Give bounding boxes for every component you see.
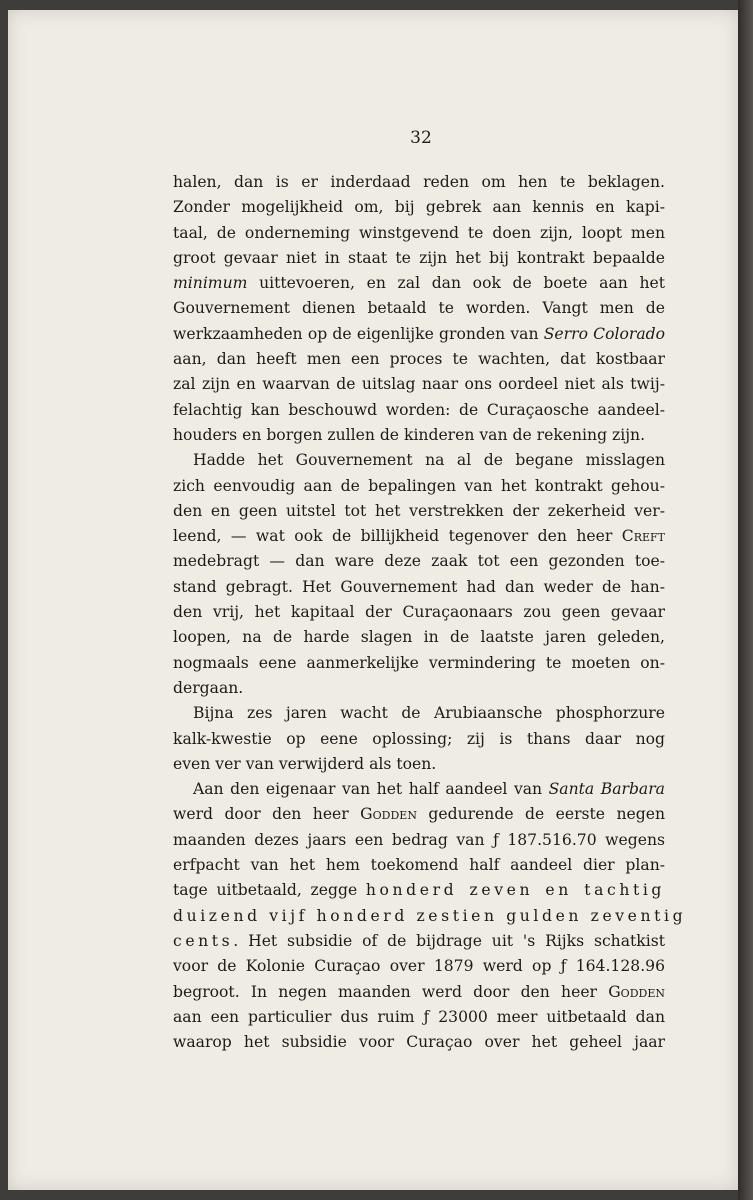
italic-term: minimum [173, 274, 248, 293]
text-line: houders en borgen zullen de kinderen van de rekening zijn. [173, 425, 646, 444]
text-run: leend, — wat ook de billijkheid tegenover den heer [173, 527, 622, 546]
text-line: erfpacht van het hem toekomend half aandeel dier plan- [173, 856, 665, 875]
text-line [173, 929, 665, 954]
text-line: stand gebragt. Het Gouvernement had dan weder de han- [173, 577, 665, 596]
text-line: maanden dezes jaars een bedrag van ƒ 187.516.70 wegens [173, 830, 665, 849]
text-run: uittevoeren, en zal dan ook de boete aan het [247, 274, 665, 293]
text-line: Hadde het Gouvernement na al de begane misslagen [193, 451, 665, 470]
text-line: even ver van verwijderd als toen. [173, 754, 437, 773]
text-line: den vrij, het kapitaal der Curaçaonaars zou geen gevaar [173, 603, 665, 622]
smallcaps-name: Godden [360, 805, 417, 824]
text-line: waarop het subsidie voor Curaçao over het geheel jaar [173, 1033, 665, 1052]
text-line [173, 878, 665, 903]
text-line: aan, dan heeft men een proces te wachten, dat kostbaar [173, 350, 665, 369]
spaced-amount: cents [173, 931, 234, 950]
text-run: tage uitbetaald, zegge [173, 881, 366, 900]
text-run: begroot. In negen maanden werd door den heer [173, 982, 609, 1001]
text-line: taal, de onderneming winstgevend te doen zijn, loopt men [173, 223, 665, 242]
text-line: Gouvernement dienen betaald te worden. Vangt men de [173, 299, 665, 318]
binding-edge [738, 0, 753, 1200]
page-number: 32 [410, 128, 432, 148]
italic-place-name: Serro Colorado [543, 324, 665, 343]
text-line: Zonder mogelijkheid om, bij gebrek aan kennis en kapi- [173, 198, 665, 217]
body-text [173, 170, 687, 1055]
book-page [8, 10, 738, 1190]
text-line: zich eenvoudig aan de bepalingen van het kontrakt gehou- [173, 476, 665, 495]
text-line [173, 524, 665, 549]
text-run: . Het subsidie of de bijdrage uit 's Rijks schatkist [233, 931, 665, 950]
text-run: Aan den eigenaar van het half aandeel van [193, 780, 549, 799]
text-line: nogmaals eene aanmerkelijke vermindering te moeten on- [173, 653, 665, 672]
text-line: dergaan. [173, 678, 244, 697]
text-run: werkzaamheden op de eigenlijke gronden van [173, 324, 544, 343]
text-line: medebragt — dan ware deze zaak tot een gezonden toe- [173, 552, 665, 571]
spaced-amount: honderd zeven en tachtig [365, 881, 665, 900]
smallcaps-name: Creft [621, 527, 665, 546]
smallcaps-name: Godden [608, 982, 665, 1001]
text-line: loopen, na de harde slagen in de laatste jaren geleden, [173, 628, 665, 647]
text-line: Bijna zes jaren wacht de Arubiaansche phosphorzure [193, 704, 665, 723]
text-line: halen, dan is er inderdaad reden om hen te beklagen. [173, 173, 665, 191]
text-line [173, 980, 665, 1005]
text-line: groot gevaar niet in staat te zijn het bij kontrakt bepaalde [173, 248, 665, 267]
text-line: den en geen uitstel tot het verstrekken der zekerheid ver- [173, 501, 665, 520]
text-line: duizend vijf honderd zestien gulden zeventig [173, 906, 687, 925]
text-line [173, 777, 665, 802]
text-line: aan een particulier dus ruim ƒ 23000 meer uitbetaald dan [173, 1007, 665, 1026]
text-line: felachtig kan beschouwd worden: de Curaçaosche aandeel- [173, 400, 665, 419]
text-line: voor de Kolonie Curaçao over 1879 werd op ƒ 164.128.96 [173, 957, 665, 976]
text-line: zal zijn en waarvan de uitslag naar ons oordeel niet als twij- [173, 375, 665, 394]
text-line [173, 802, 665, 827]
text-line [173, 322, 665, 347]
text-run: werd door den heer [173, 805, 361, 824]
text-line [173, 271, 665, 296]
text-line: kalk-kwestie op eene oplossing; zij is thans daar nog [173, 729, 665, 748]
italic-place-name: Santa Barbara [548, 780, 665, 799]
text-run: gedurende de eerste negen [416, 805, 665, 824]
